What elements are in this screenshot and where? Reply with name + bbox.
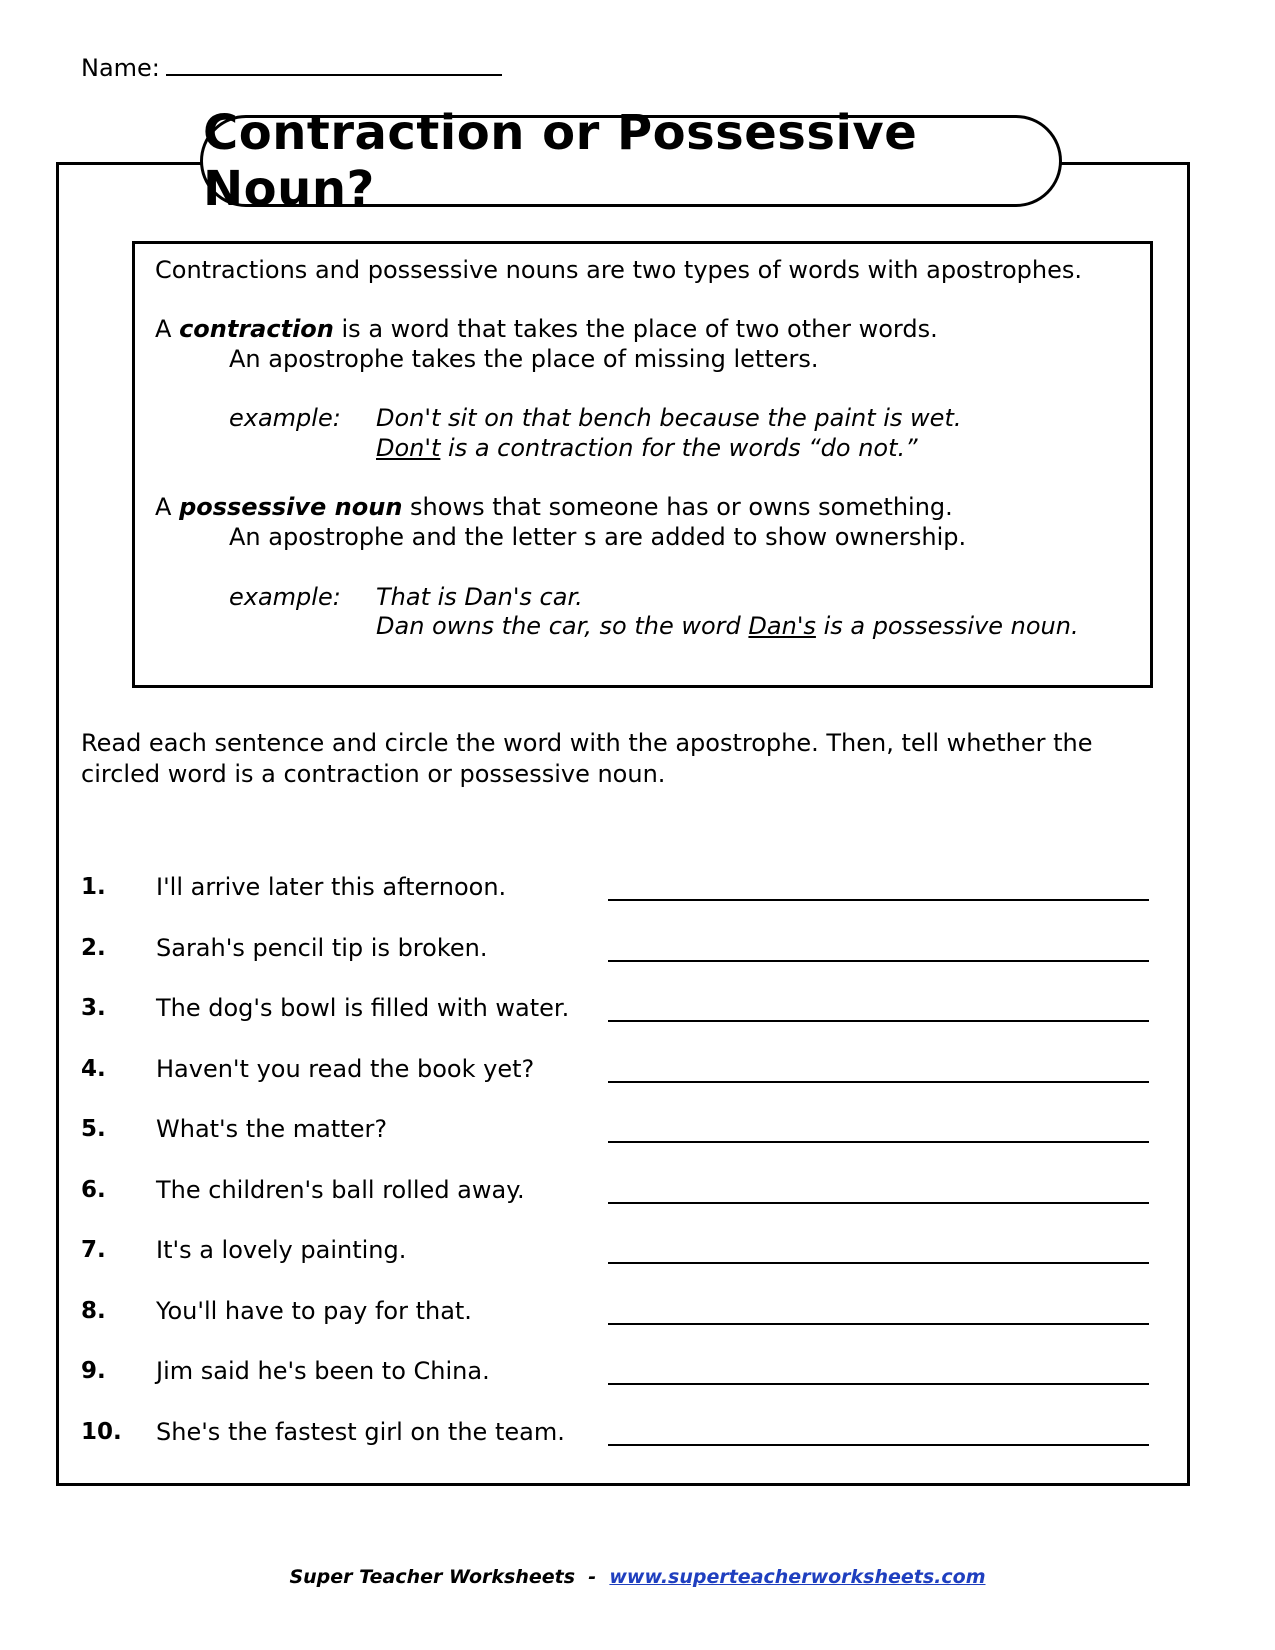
answer-line[interactable] bbox=[608, 1383, 1149, 1385]
contraction-example-label: example: bbox=[229, 404, 341, 432]
page-title: Contraction or Possessive Noun? bbox=[203, 105, 918, 217]
question-row bbox=[81, 1233, 1151, 1269]
question-number: 4. bbox=[81, 1056, 106, 1082]
question-number: 5. bbox=[81, 1116, 106, 1142]
answer-line[interactable] bbox=[608, 1141, 1149, 1143]
question-text[interactable]: The children's ball rolled away. bbox=[156, 1176, 525, 1204]
info-box bbox=[132, 241, 1153, 688]
question-text[interactable]: Jim said he's been to China. bbox=[156, 1357, 490, 1385]
possessive-definition: A possessive noun shows that someone has or owns something. bbox=[155, 493, 953, 521]
possessive-detail: An apostrophe and the letter s are added to show ownership. bbox=[229, 523, 967, 551]
possessive-term: possessive noun bbox=[179, 493, 403, 521]
question-number: 6. bbox=[81, 1177, 106, 1203]
footer-link[interactable]: www.superteacherworksheets.com bbox=[609, 1566, 986, 1588]
name-label: Name: bbox=[81, 54, 160, 82]
footer-brand: Super Teacher Worksheets bbox=[289, 1566, 576, 1588]
question-text[interactable]: What's the matter? bbox=[156, 1115, 388, 1143]
question-text[interactable]: Sarah's pencil tip is broken. bbox=[156, 934, 488, 962]
contraction-detail: An apostrophe takes the place of missing letters. bbox=[229, 345, 819, 373]
question-text[interactable]: You'll have to pay for that. bbox=[156, 1297, 472, 1325]
answer-line[interactable] bbox=[608, 1262, 1149, 1264]
question-row bbox=[81, 1112, 1151, 1148]
question-row bbox=[81, 870, 1151, 906]
possessive-example-word: Dan's bbox=[748, 612, 816, 640]
question-row bbox=[81, 1173, 1151, 1209]
question-text[interactable]: The dog's bowl is filled with water. bbox=[156, 994, 570, 1022]
possessive-example-label: example: bbox=[229, 583, 341, 611]
footer-separator: - bbox=[588, 1566, 597, 1588]
possessive-example-explain: Dan owns the car, so the word Dan's is a possessive noun. bbox=[376, 612, 1079, 640]
question-number: 2. bbox=[81, 935, 106, 961]
instructions: Read each sentence and circle the word with the apostrophe. Then, tell whether the circled word is a contraction or possessive noun. bbox=[81, 729, 1093, 788]
question-number: 9. bbox=[81, 1358, 106, 1384]
title-banner bbox=[200, 105, 1062, 217]
info-intro: Contractions and possessive nouns are two types of words with apostrophes. bbox=[155, 256, 1083, 284]
contraction-definition: A contraction is a word that takes the place of two other words. bbox=[155, 315, 938, 343]
question-row bbox=[81, 1294, 1151, 1330]
question-number: 3. bbox=[81, 995, 106, 1021]
question-text[interactable]: It's a lovely painting. bbox=[156, 1236, 407, 1264]
answer-line[interactable] bbox=[608, 1202, 1149, 1204]
question-number: 7. bbox=[81, 1237, 106, 1263]
footer bbox=[0, 1566, 1275, 1588]
contraction-term: contraction bbox=[179, 315, 334, 343]
question-number: 1. bbox=[81, 874, 106, 900]
answer-line[interactable] bbox=[608, 960, 1149, 962]
answer-line[interactable] bbox=[608, 1020, 1149, 1022]
name-line bbox=[81, 52, 502, 83]
question-row bbox=[81, 991, 1151, 1027]
question-number: 8. bbox=[81, 1298, 106, 1324]
question-text[interactable]: She's the fastest girl on the team. bbox=[156, 1418, 565, 1446]
possessive-example-sentence: That is Dan's car. bbox=[376, 583, 583, 611]
answer-line[interactable] bbox=[608, 1081, 1149, 1083]
question-row bbox=[81, 1052, 1151, 1088]
question-row bbox=[81, 1415, 1151, 1451]
contraction-example-word: Don't bbox=[376, 434, 441, 462]
answer-line[interactable] bbox=[608, 1444, 1149, 1446]
question-number: 10. bbox=[81, 1419, 122, 1445]
contraction-example-explain: Don't is a contraction for the words “do not.” bbox=[376, 434, 918, 462]
question-text[interactable]: I'll arrive later this afternoon. bbox=[156, 873, 507, 901]
answer-line[interactable] bbox=[608, 1323, 1149, 1325]
question-text[interactable]: Haven't you read the book yet? bbox=[156, 1055, 535, 1083]
answer-line[interactable] bbox=[608, 899, 1149, 901]
question-row bbox=[81, 1354, 1151, 1390]
contraction-example-sentence: Don't sit on that bench because the paint is wet. bbox=[376, 404, 962, 432]
question-row bbox=[81, 931, 1151, 967]
name-blank[interactable] bbox=[166, 52, 502, 76]
